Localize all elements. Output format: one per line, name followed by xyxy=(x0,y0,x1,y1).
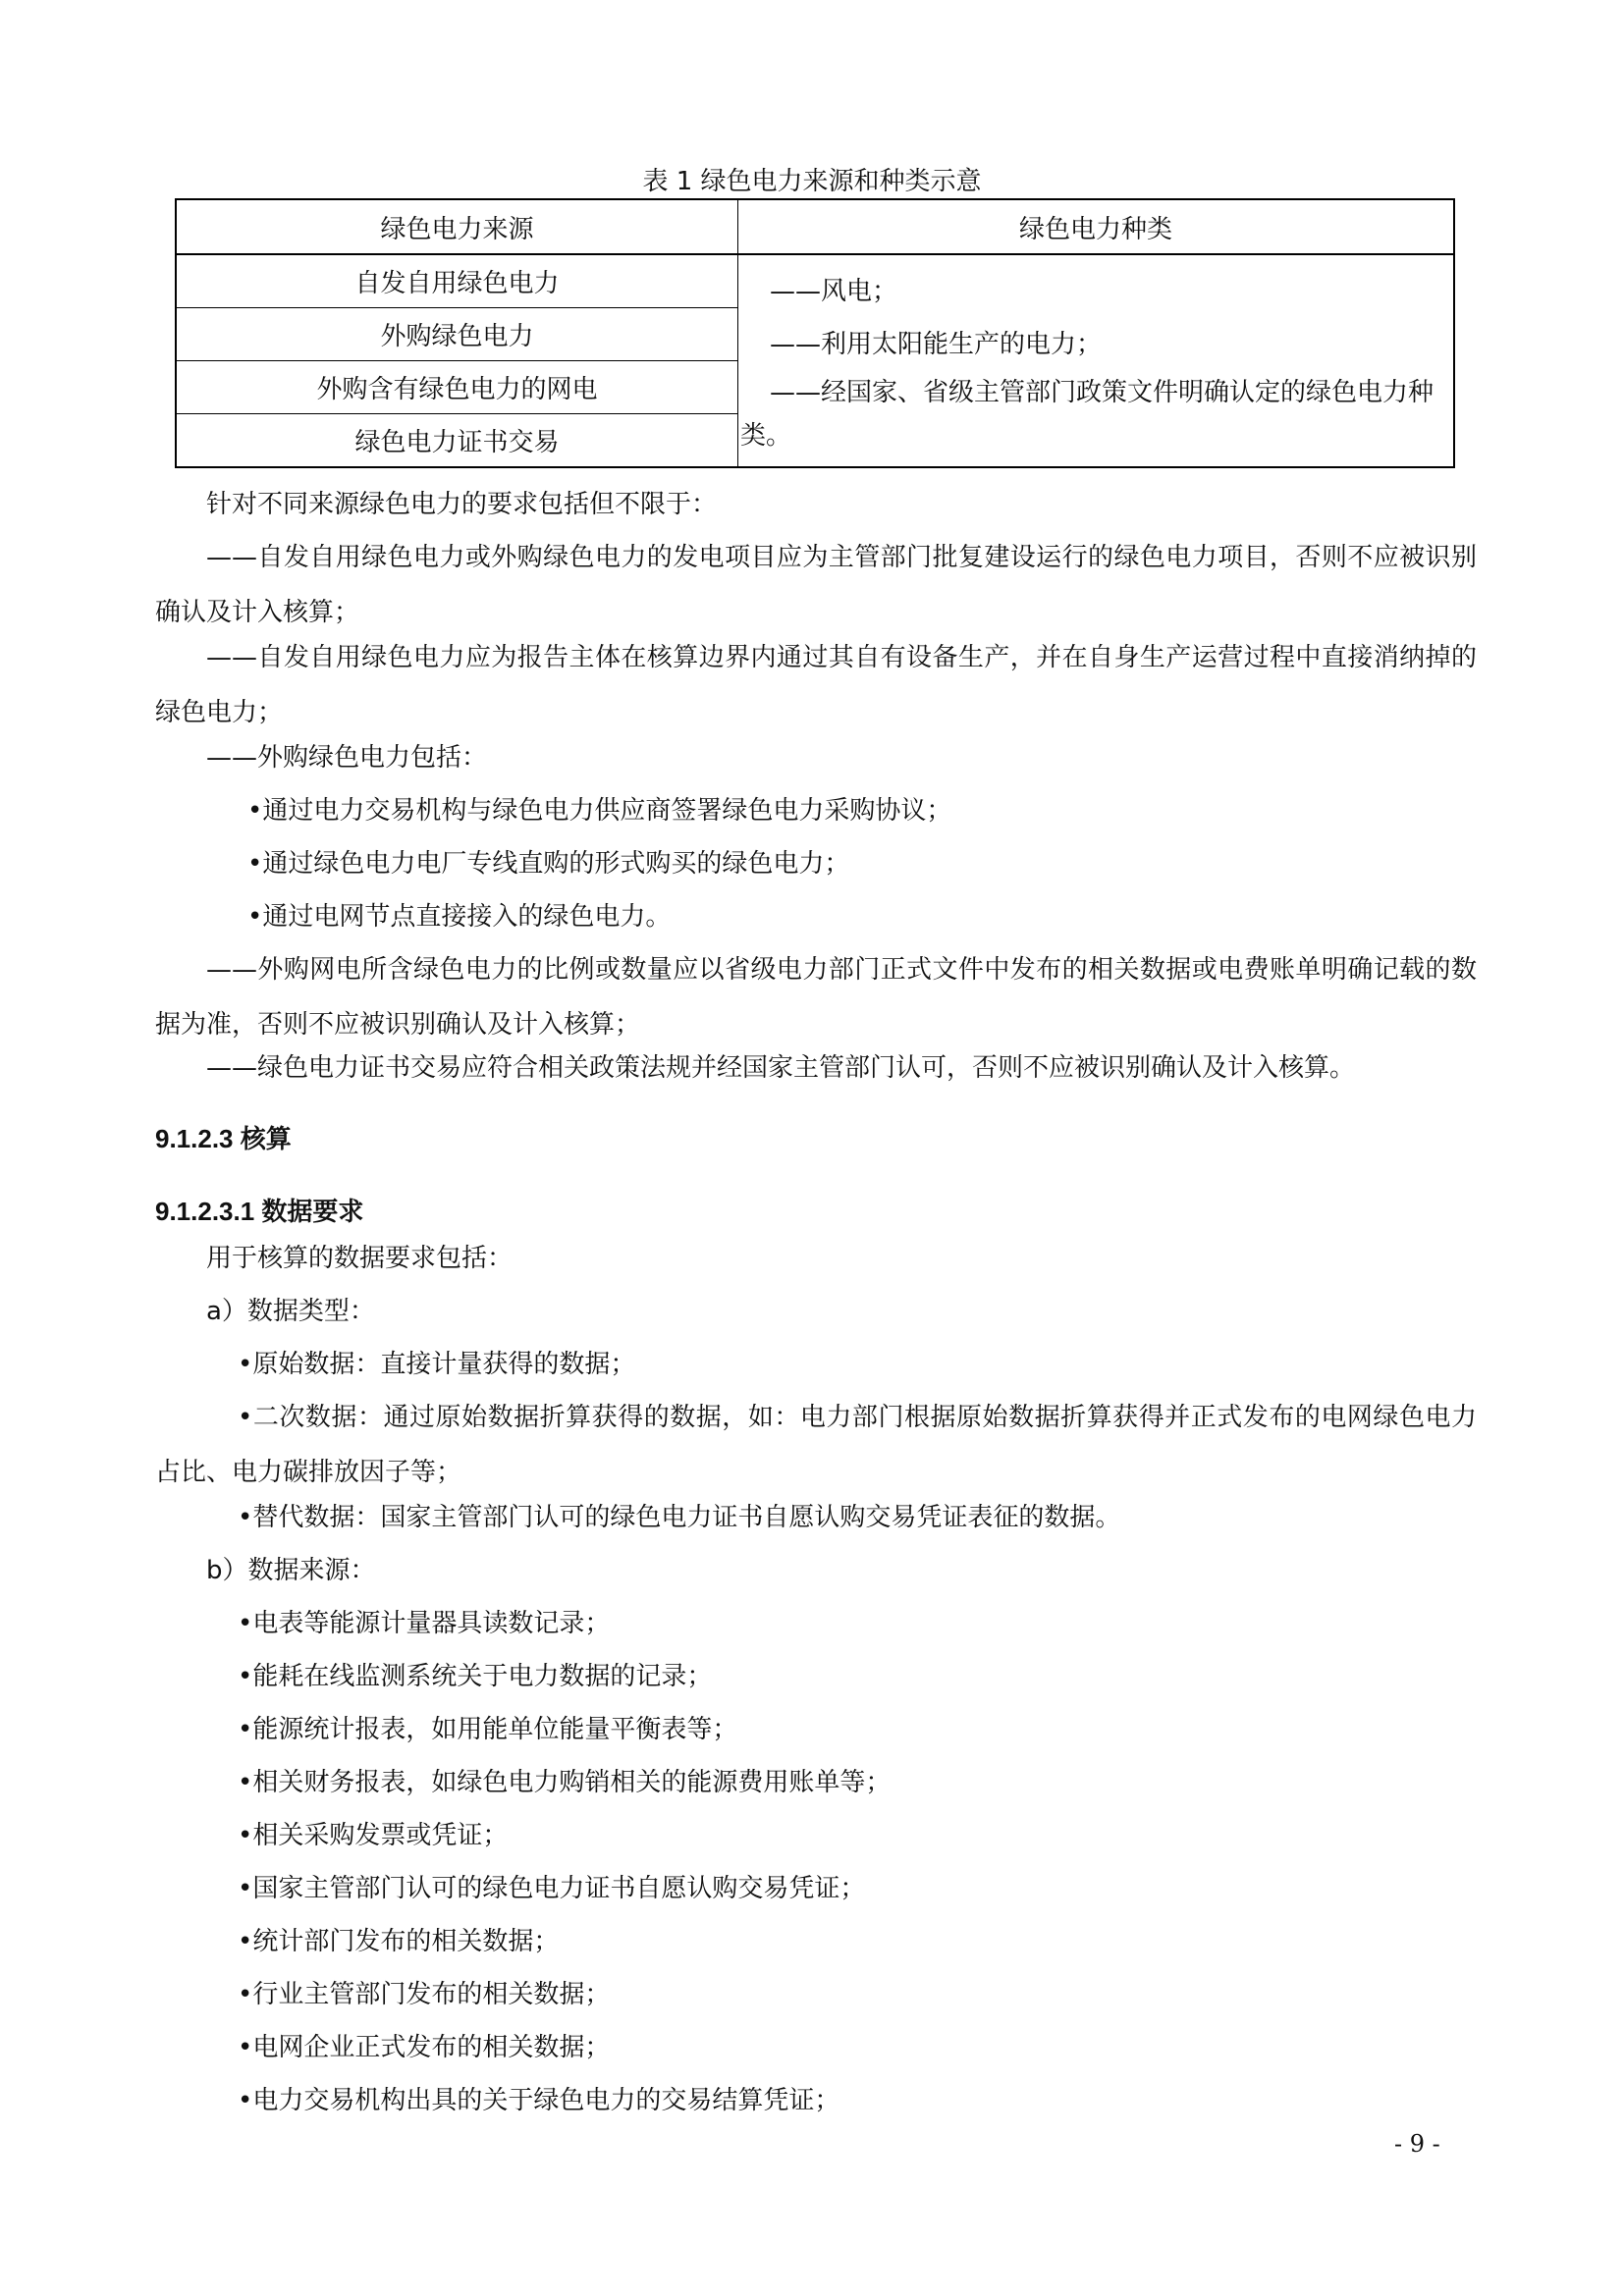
list-item: •能源统计报表，如用能单位能量平衡表等； xyxy=(238,1715,738,1744)
section-intro: 用于核算的数据要求包括： xyxy=(206,1244,514,1273)
source-cell: 外购含有绿色电力的网电 xyxy=(176,361,738,414)
list-item: •二次数据：通过原始数据折算获得的数据，如：电力部门根据原始数据折算获得并正式发布的电网绿色电力占比、电力碳排放因子等； xyxy=(155,1403,1477,1487)
list-item: •国家主管部门认可的绿色电力证书自愿认购交易凭证； xyxy=(238,1874,866,1903)
source-cell: 绿色电力证书交易 xyxy=(176,414,738,468)
header-source: 绿色电力来源 xyxy=(176,199,738,254)
requirement-item: ——外购绿色电力包括： xyxy=(206,743,488,773)
kind-item: ——风电； xyxy=(770,276,898,306)
bullet-item: •通过电网节点直接接入的绿色电力。 xyxy=(247,902,672,932)
table-header-row xyxy=(176,199,1454,254)
list-item: •行业主管部门发布的相关数据； xyxy=(238,1980,611,2009)
source-cell: 外购绿色电力 xyxy=(176,308,738,361)
bullet-item: •通过绿色电力电厂专线直购的形式购买的绿色电力； xyxy=(247,849,850,879)
requirements-intro: 针对不同来源绿色电力的要求包括但不限于： xyxy=(206,490,718,519)
list-item: •原始数据：直接计量获得的数据； xyxy=(238,1350,636,1379)
section-heading: 9.1.2.3 核算 xyxy=(155,1124,292,1153)
table-row xyxy=(176,254,1454,308)
requirement-item: ——自发自用绿色电力或外购绿色电力的发电项目应为主管部门批复建设运行的绿色电力项目，否则不应被识别确认及计入核算； xyxy=(155,543,1477,627)
list-item: •电力交易机构出具的关于绿色电力的交易结算凭证； xyxy=(238,2086,840,2115)
source-cell: 自发自用绿色电力 xyxy=(176,254,738,308)
kinds-cell xyxy=(738,254,1455,467)
requirement-item: ——外购网电所含绿色电力的比例或数量应以省级电力部门正式文件中发布的相关数据或电费账单明确记载的数据为准，否则不应被识别确认及计入核算； xyxy=(155,955,1477,1040)
list-item: •电表等能源计量器具读数记录； xyxy=(238,1609,611,1638)
requirement-item: ——自发自用绿色电力应为报告主体在核算边界内通过其自有设备生产，并在自身生产运营过程中直接消纳掉的绿色电力； xyxy=(155,643,1477,727)
kind-item: ——利用太阳能生产的电力； xyxy=(770,329,1103,359)
list-item: •统计部门发布的相关数据； xyxy=(238,1927,560,1956)
green-power-table xyxy=(175,198,1455,468)
list-item: •相关采购发票或凭证； xyxy=(238,1821,509,1850)
bullet-item: •通过电力交易机构与绿色电力供应商签署绿色电力采购协议； xyxy=(247,796,952,826)
list-item: •电网企业正式发布的相关数据； xyxy=(238,2033,611,2062)
table-caption: 表 1 绿色电力来源和种类示意 xyxy=(642,167,982,196)
page-number: - 9 - xyxy=(1394,2130,1440,2158)
list-item: •能耗在线监测系统关于电力数据的记录； xyxy=(238,1662,713,1691)
list-label-b: b）数据来源： xyxy=(206,1556,376,1585)
subsection-heading: 9.1.2.3.1 数据要求 xyxy=(155,1197,364,1226)
list-label-a: a）数据类型： xyxy=(206,1297,375,1326)
list-item: •相关财务报表，如绿色电力购销相关的能源费用账单等； xyxy=(238,1768,892,1797)
requirement-item: ——绿色电力证书交易应符合相关政策法规并经国家主管部门认可，否则不应被识别确认及计入核算。 xyxy=(206,1053,1356,1083)
list-item: •替代数据：国家主管部门认可的绿色电力证书自愿认购交易凭证表征的数据。 xyxy=(238,1503,1121,1532)
header-kind: 绿色电力种类 xyxy=(738,199,1455,254)
kind-item: ——经国家、省级主管部门政策文件明确认定的绿色电力种类。 xyxy=(740,377,1435,451)
